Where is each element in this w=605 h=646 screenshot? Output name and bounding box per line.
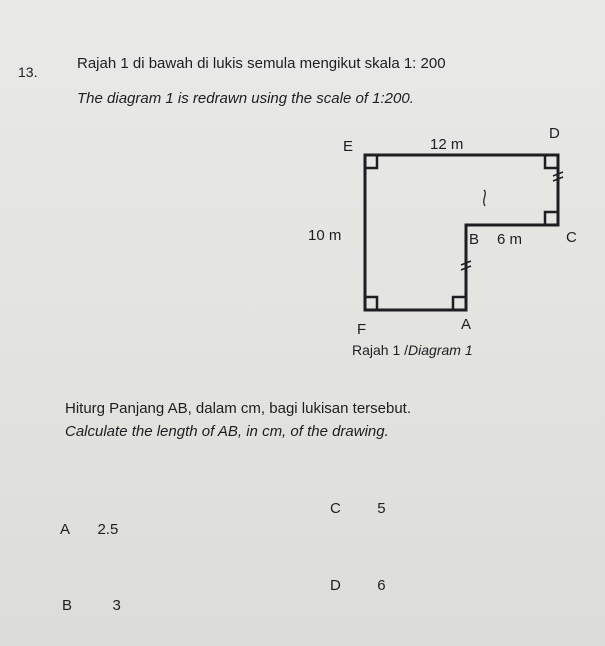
right-angle-mark-a bbox=[453, 297, 466, 310]
question-text-english: The diagram 1 is redrawn using the scale of 1:200. bbox=[77, 90, 414, 107]
question-prompt-malay: Hiturg Panjang AB, dalam cm, bagi lukisan tersebut. bbox=[65, 400, 412, 417]
vertex-label-b: B bbox=[469, 231, 480, 248]
diagram-caption bbox=[352, 342, 473, 358]
right-angle-mark-e bbox=[365, 155, 377, 168]
right-angle-mark-d bbox=[545, 155, 558, 168]
right-angle-mark-f bbox=[365, 297, 377, 310]
vertex-label-f: F bbox=[357, 321, 367, 338]
pencil-mark bbox=[484, 190, 486, 206]
length-label-ef: 10 m bbox=[308, 227, 342, 244]
option-value: 3 bbox=[112, 597, 121, 614]
option-a[interactable] bbox=[60, 521, 118, 539]
question-text-malay: Rajah 1 di bawah di lukis semula mengikut skala 1: 200 bbox=[77, 55, 446, 72]
right-angle-mark-c bbox=[545, 212, 558, 225]
question-prompt-english: Calculate the length of AB, in cm, of the drawing. bbox=[65, 423, 389, 440]
diagram-caption-english: Diagram 1 bbox=[408, 342, 473, 358]
option-d[interactable] bbox=[330, 577, 386, 595]
option-c[interactable] bbox=[330, 500, 386, 518]
option-letter: C bbox=[330, 500, 341, 517]
option-letter: A bbox=[60, 521, 71, 538]
vertex-label-a: A bbox=[461, 316, 472, 333]
vertex-label-e: E bbox=[343, 138, 354, 155]
option-letter: B bbox=[62, 597, 73, 614]
vertex-label-d: D bbox=[549, 125, 560, 142]
option-letter: D bbox=[330, 577, 341, 594]
option-value: 2.5 bbox=[97, 521, 119, 538]
option-value: 6 bbox=[377, 577, 386, 594]
diagram-outline bbox=[365, 155, 558, 310]
option-value: 5 bbox=[377, 500, 386, 517]
vertex-label-c: C bbox=[566, 229, 577, 246]
diagram-caption-malay: Rajah 1 / bbox=[352, 342, 409, 358]
option-b[interactable] bbox=[62, 597, 121, 615]
question-number: 13. bbox=[18, 64, 38, 80]
length-label-bc: 6 m bbox=[497, 231, 523, 248]
length-label-ed: 12 m bbox=[430, 136, 464, 153]
